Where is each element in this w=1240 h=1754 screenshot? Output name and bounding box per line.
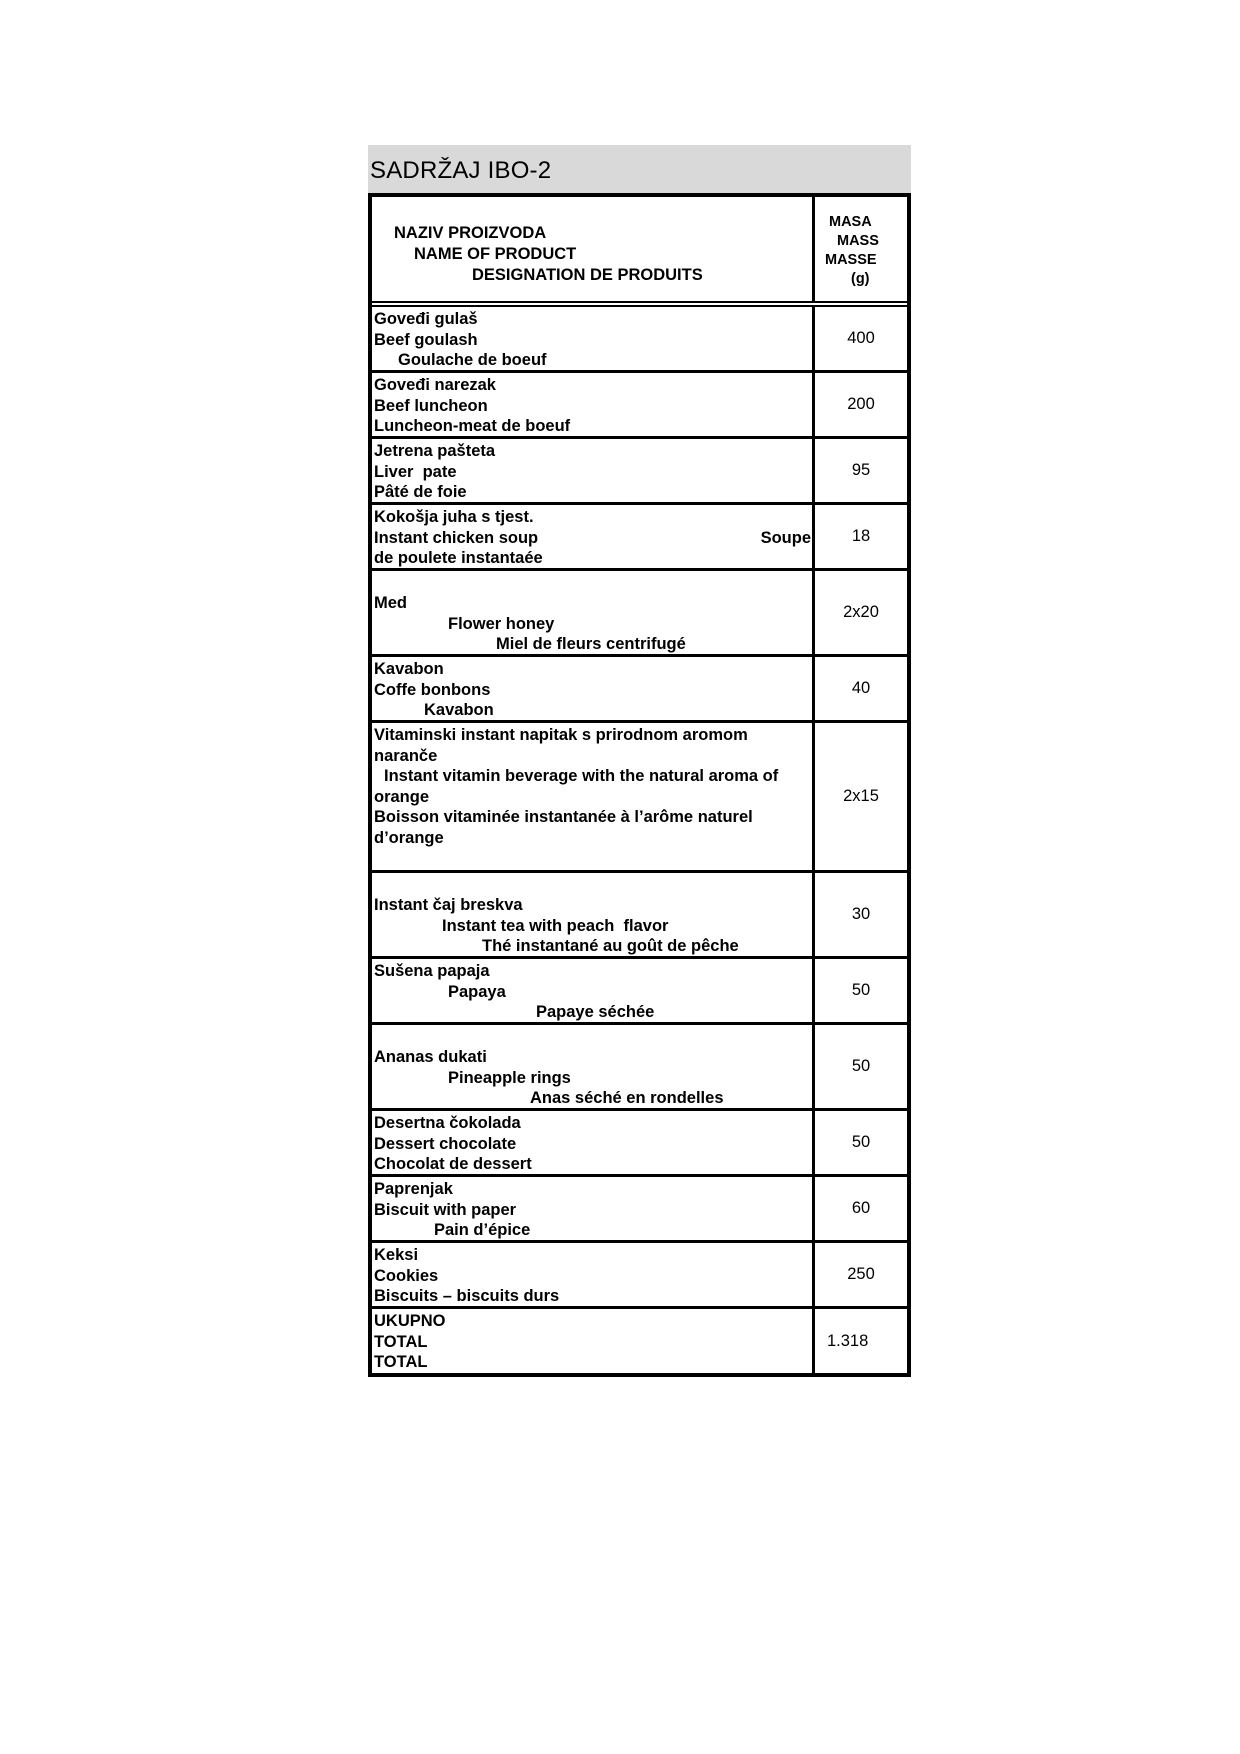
product-name-line: Desertna čokolada	[374, 1114, 521, 1132]
product-name-cell	[372, 439, 815, 502]
table-row	[372, 723, 907, 873]
product-mass-cell: 18	[851, 527, 871, 545]
product-name-cell	[372, 959, 815, 1022]
product-name-line: Instant chicken soup	[374, 528, 539, 547]
product-name-line: Flower honey	[448, 614, 555, 633]
product-name-line: Boisson vitaminée instantanée à l’arôme naturel	[374, 808, 753, 826]
header-name-line: DESIGNATION DE PRODUITS	[472, 266, 703, 284]
product-name-cell	[372, 723, 815, 870]
product-mass-cell: 95	[851, 461, 871, 479]
product-mass-cell: 2x20	[843, 603, 879, 621]
product-name-line: Coffe bonbons	[374, 680, 491, 699]
header-name-line: NAZIV PROIZVODA	[394, 224, 547, 242]
header-mass-cell	[815, 197, 907, 301]
total-label-cell	[372, 1309, 815, 1373]
document-title: SADRŽAJ IBO-2	[370, 157, 552, 184]
product-name-line: Instant čaj breskva	[374, 896, 523, 914]
product-name-line: orange	[374, 787, 430, 806]
product-name-line: Goveđi narezak	[374, 376, 496, 394]
product-mass-cell: 40	[851, 679, 871, 697]
product-name-cell	[372, 307, 815, 370]
header-name-cell	[372, 197, 815, 301]
product-name-line: Cookies	[374, 1266, 439, 1285]
table-row	[372, 1177, 907, 1243]
product-name-line: Pâté de foie	[374, 483, 467, 501]
product-name-line: Papaya	[448, 982, 506, 1001]
total-mass-cell: 1.318	[827, 1331, 869, 1350]
product-name-line: Med	[374, 594, 407, 612]
table-row	[372, 373, 907, 439]
product-name-line: Instant tea with peach flavor	[442, 916, 669, 935]
table-row	[372, 439, 907, 505]
product-mass-cell: 50	[851, 1133, 871, 1151]
header-mass-line: MASA	[829, 214, 872, 230]
product-name-line: Pineapple rings	[448, 1068, 571, 1087]
product-mass-cell: 50	[851, 981, 871, 999]
product-name-line: Sušena papaja	[374, 962, 490, 980]
header-mass-line: MASS	[837, 233, 879, 249]
product-name-cell	[372, 1025, 815, 1108]
product-name-line: Papaye séchée	[536, 1003, 655, 1021]
product-mass-cell: 200	[847, 395, 875, 413]
product-mass-cell: 250	[847, 1265, 875, 1283]
product-name-line: Kokošja juha s tjest.	[374, 508, 534, 526]
product-name-line: Pain d’épice	[434, 1221, 531, 1239]
product-mass-cell: 400	[847, 329, 875, 347]
table-row	[372, 873, 907, 959]
table-header-row	[372, 197, 907, 307]
product-name-line: Thé instantané au goût de pêche	[482, 937, 739, 955]
product-name-line: d’orange	[374, 828, 444, 847]
product-name-line: Keksi	[374, 1246, 419, 1264]
total-label-line: UKUPNO	[374, 1312, 446, 1330]
product-name-line: Miel de fleurs centrifugé	[496, 635, 686, 653]
table-row	[372, 1025, 907, 1111]
product-name-line: Biscuit with paper	[374, 1200, 517, 1219]
product-name-cell	[372, 373, 815, 436]
table-total-row	[372, 1309, 907, 1373]
product-name-line: Paprenjak	[374, 1180, 453, 1198]
product-name-line: Beef luncheon	[374, 396, 488, 415]
product-name-line: Kavabon	[374, 660, 444, 678]
product-mass-cell: 2x15	[843, 787, 879, 805]
total-label-line: TOTAL	[374, 1353, 428, 1371]
product-mass-cell: 50	[851, 1057, 871, 1075]
product-name-line: Instant vitamin beverage with the natural aroma of	[384, 767, 779, 785]
product-name-cell	[372, 1111, 815, 1174]
product-name-cell	[372, 657, 815, 720]
product-name-line: Soupe	[760, 528, 811, 547]
product-name-cell	[372, 1243, 815, 1306]
product-name-line: Ananas dukati	[374, 1048, 487, 1066]
table-row	[372, 959, 907, 1025]
table-row	[372, 307, 907, 373]
table-row	[372, 1111, 907, 1177]
product-name-line: Anas séché en rondelles	[530, 1089, 724, 1107]
product-name-line: Dessert chocolate	[374, 1134, 517, 1153]
header-name-line: NAME OF PRODUCT	[414, 245, 577, 263]
product-name-line: Goveđi gulaš	[374, 310, 478, 328]
product-name-line: Vitaminski instant napitak s prirodnom aromom	[374, 726, 748, 744]
product-name-line: Biscuits – biscuits durs	[374, 1287, 560, 1305]
product-name-line: Liver pate	[374, 462, 457, 481]
table-row	[372, 571, 907, 657]
total-label-line: TOTAL	[374, 1332, 428, 1351]
table-row	[372, 1243, 907, 1309]
product-name-cell	[372, 505, 815, 568]
product-name-line: de poulete instantaée	[374, 549, 543, 567]
product-name-line: Chocolat de dessert	[374, 1155, 532, 1173]
product-mass-cell: 60	[851, 1199, 871, 1217]
product-name-line: Beef goulash	[374, 330, 478, 349]
product-name-line: naranče	[374, 746, 438, 765]
product-name-cell	[372, 571, 815, 654]
table-row	[372, 505, 907, 571]
product-name-cell	[372, 1177, 815, 1240]
product-name-line: Goulache de boeuf	[398, 351, 547, 369]
header-mass-line: (g)	[851, 271, 870, 287]
product-mass-cell: 30	[851, 905, 871, 923]
product-name-line: Kavabon	[424, 701, 494, 719]
product-name-line: Luncheon-meat de boeuf	[374, 417, 571, 435]
contents-table	[368, 193, 911, 1377]
document-title-bar	[368, 145, 911, 193]
header-mass-line: MASSE	[825, 252, 877, 268]
product-name-cell	[372, 873, 815, 956]
product-name-line: Jetrena pašteta	[374, 442, 496, 460]
table-row	[372, 657, 907, 723]
